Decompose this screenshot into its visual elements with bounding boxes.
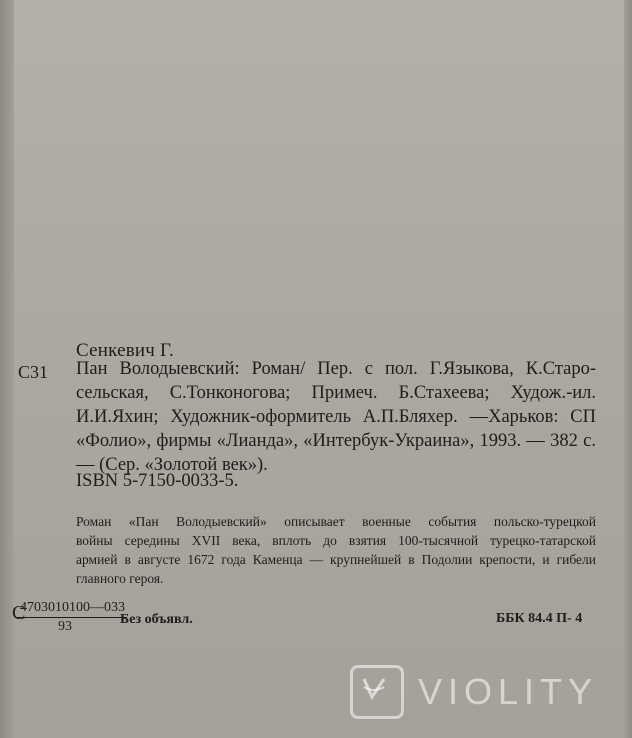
bbk-code: ББК 84.4 П- 4 [496,611,583,626]
biblio-line: И.И.Яхин; Художник-оформитель А.П.Бляхер. —Харьков: СП [76,407,596,427]
page-right-edge [624,0,632,738]
annotation-line: войны середины XVII века, вплоть до взятия 100-тысячной турецко-татарской [76,533,596,548]
violity-logo-icon [350,665,404,719]
biblio-line: — (Сер. «Золотой век»). [76,455,268,475]
no-advertisement-note: Без объявл. [120,612,193,627]
fraction [16,600,127,635]
catalog-fraction [12,600,127,635]
fraction-bracket: С [12,602,26,624]
watermark-text: VIOLITY [418,671,599,712]
fraction-numerator: 4703010100—033 [16,600,127,618]
fraction-denominator: 93 [58,619,72,634]
class-code: С31 [18,362,49,382]
annotation-line: Роман «Пан Володыевский» описывает военные события польско-турецкой [76,514,596,529]
page-left-edge [0,0,14,738]
biblio-line: Пан Володыевский: Роман/ Пер. с пол. Г.Языкова, К.Старо- [76,359,596,379]
biblio-line: «Фолио», фирмы «Лианда», «Интербук-Украина», 1993. — 382 с. [76,431,596,451]
annotation [76,512,596,588]
annotation-line: главного героя. [76,571,164,586]
isbn: ISBN 5-7150-0033-5. [76,471,239,491]
watermark [350,664,598,720]
author-name: Сенкевич Г. [76,340,174,361]
bibliographic-record [76,357,596,477]
annotation-line: армией в августе 1672 года Каменца — крупнейшей в Подолии крепости, и гибели [76,552,596,567]
biblio-line: сельская, С.Тонконогова; Примеч. Б.Стахеева; Худож.-ил. [76,383,596,403]
